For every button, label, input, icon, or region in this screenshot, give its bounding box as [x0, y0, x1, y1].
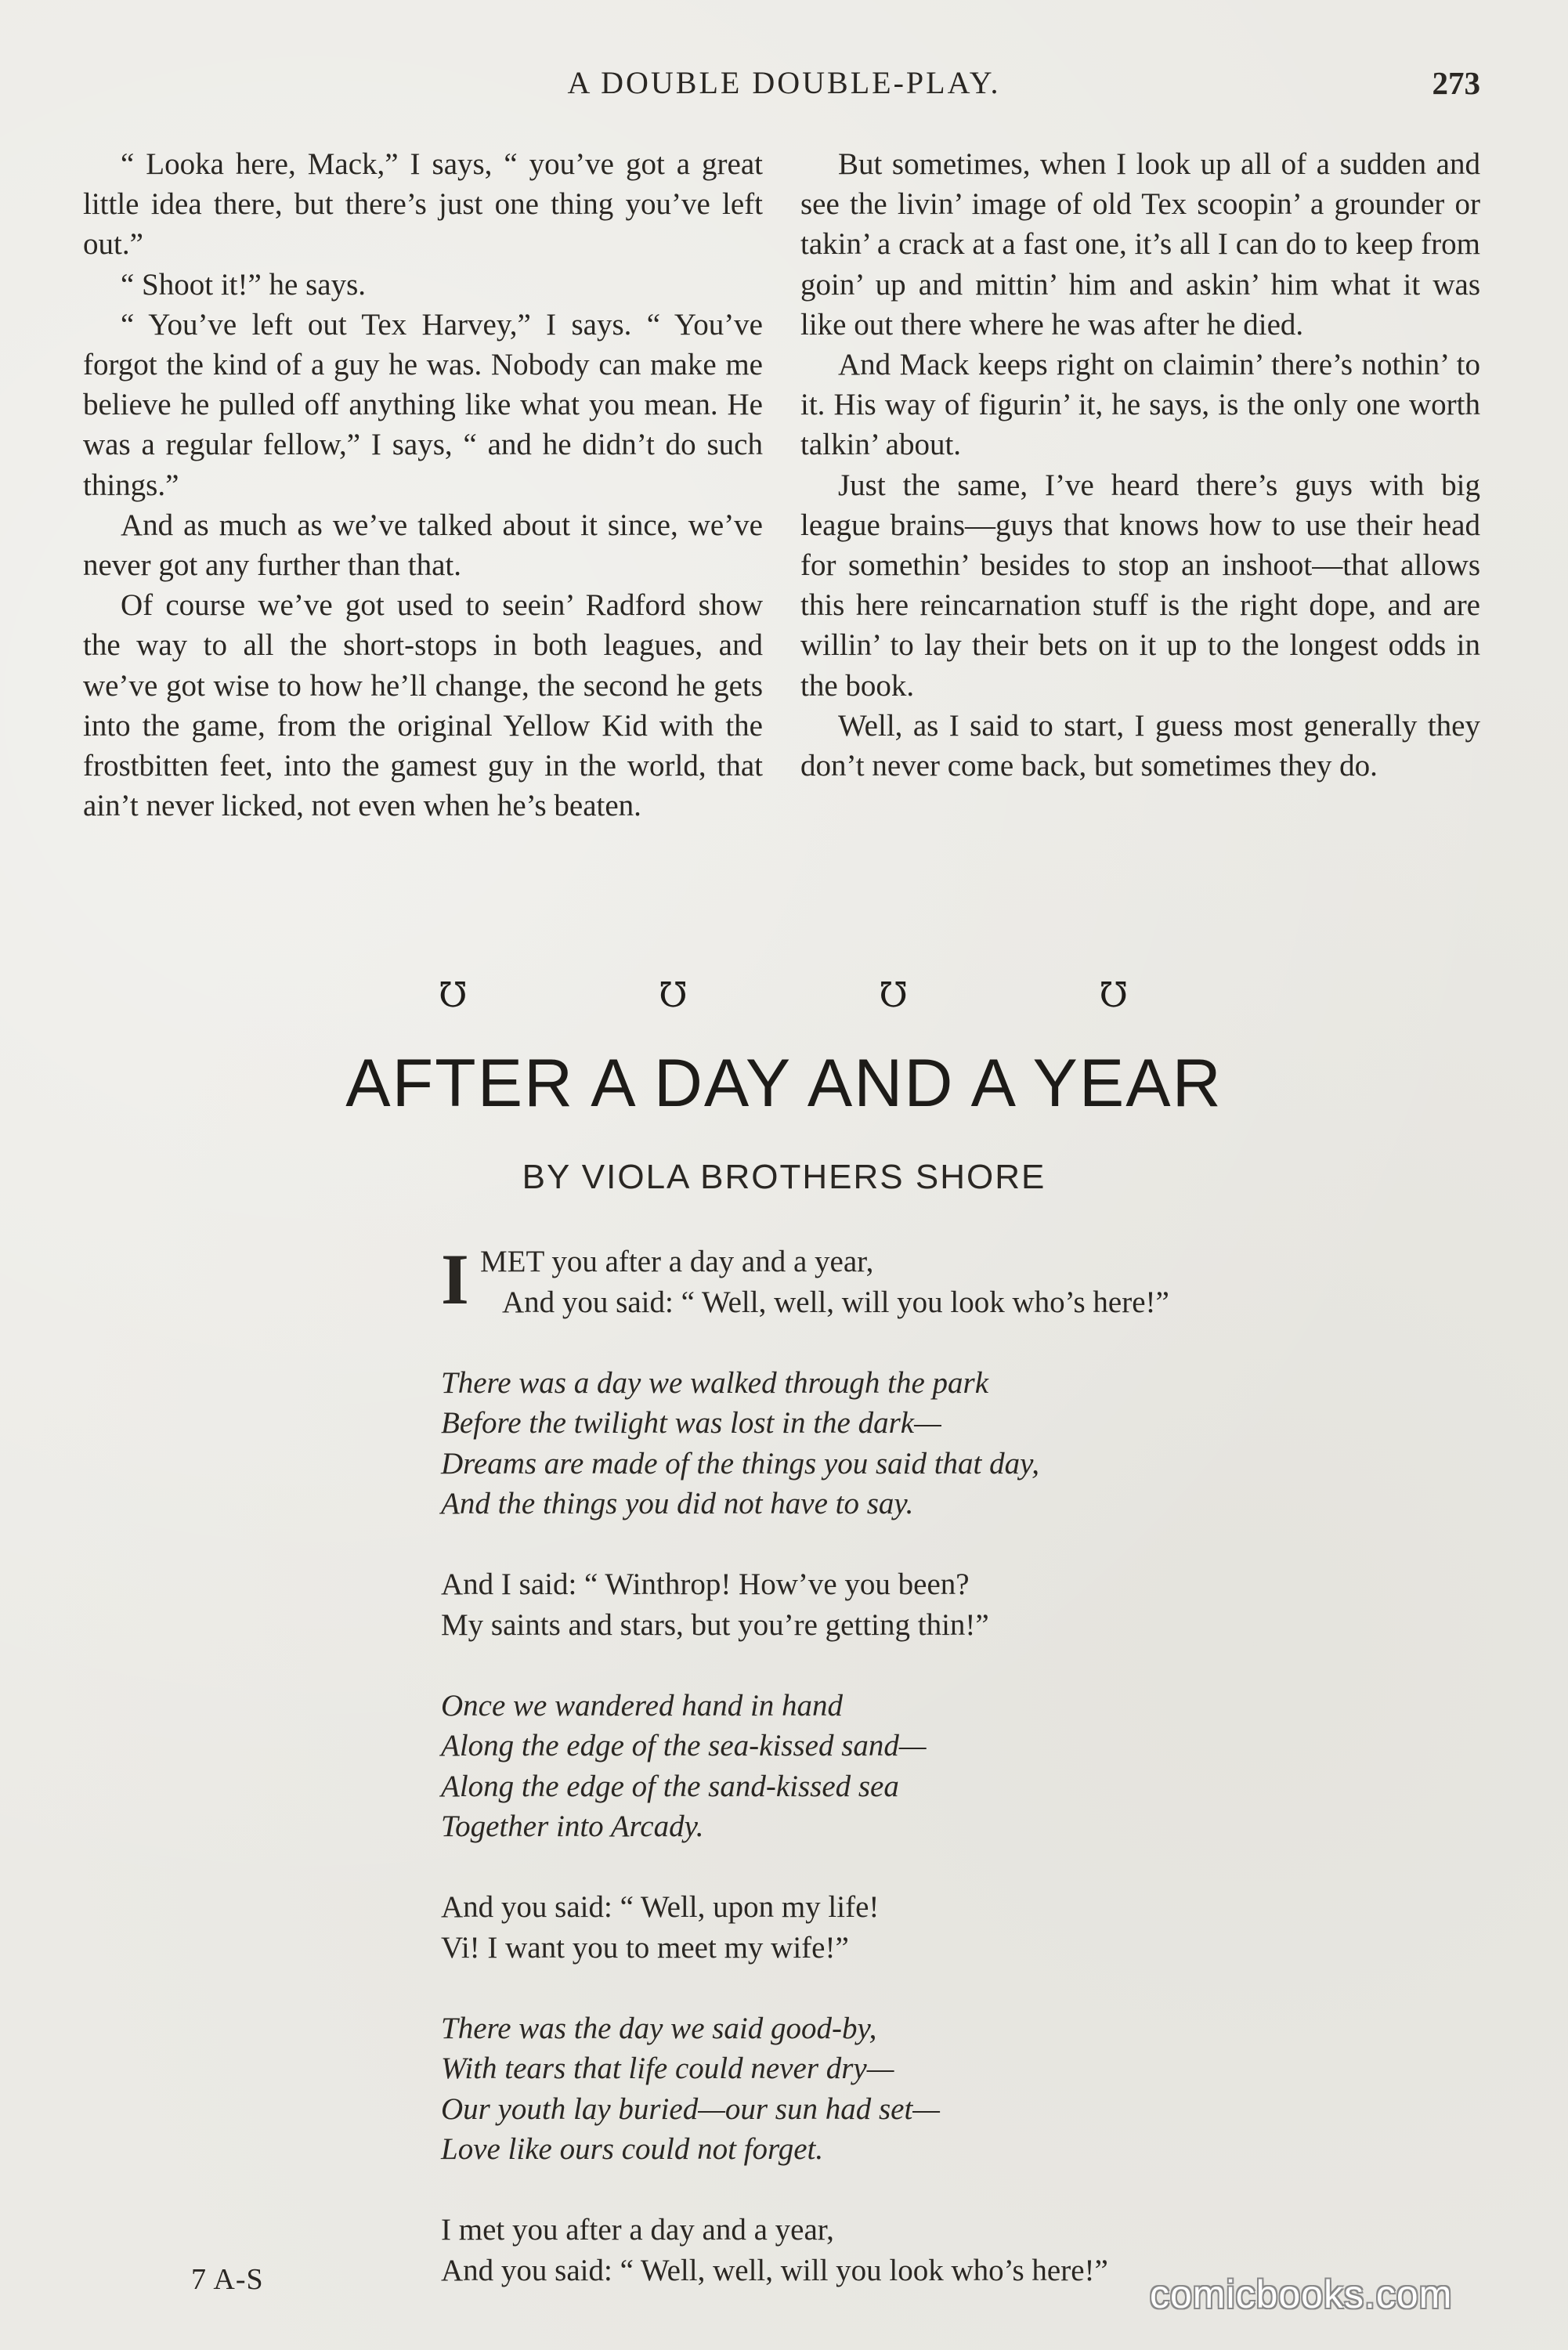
running-head: A DOUBLE DOUBLE-PLAY.	[567, 65, 1001, 100]
poem-title: AFTER A DAY AND A YEAR	[345, 1046, 1223, 1121]
ornament-icon: ℧	[879, 976, 908, 1014]
poem-line: Once we wandered hand in hand	[441, 1688, 844, 1723]
signature-mark: 7 A-S	[191, 2263, 264, 2296]
poem-line: And the things you did not have to say.	[441, 1487, 914, 1520]
poem-line: Along the edge of the sea-kissed sand—	[441, 1729, 927, 1762]
poem-line: There was a day we walked through the park	[441, 1365, 989, 1400]
watermark: comicbooks.com	[1150, 2272, 1453, 2316]
left-column	[83, 144, 763, 826]
poem-line: Before the twilight was lost in the dark—	[441, 1406, 941, 1440]
poem-line: Vi! I want you to meet my wife!”	[441, 1930, 849, 1965]
ornament-icon: ℧	[1099, 976, 1128, 1014]
paragraph: Well, as I said to start, I guess most generally they don’t never come back, but sometimes they do.	[800, 708, 1480, 783]
poem-line: I met you after a day and a year,	[441, 2213, 834, 2247]
poem-line: With tears that life could never dry—	[441, 2052, 894, 2085]
ornament-icon: ℧	[439, 976, 468, 1014]
right-column	[800, 144, 1480, 786]
poem-line: Along the edge of the sand-kissed sea	[441, 1769, 899, 1803]
paragraph: And as much as we’ve talked about it since, we’ve never got any further than that.	[83, 508, 763, 583]
poem-line: And I said: “ Winthrop! How’ve you been?	[441, 1567, 970, 1601]
poem-line: Dreams are made of the things you said that day,	[441, 1446, 1040, 1480]
stanza	[441, 1564, 1381, 1645]
paragraph: Just the same, I’ve heard there’s guys with big league brains—guys that knows how to use their head for somethin’ besides to stop an inshoot—that allows this here reincarnation stuff is the right dope, and are willin’ to lay their bets on it up to the longest odds in the book.	[800, 468, 1480, 703]
poem-line: Together into Arcady.	[441, 1810, 704, 1843]
ornament-icon: ℧	[659, 976, 688, 1014]
poem-line: And you said: “ Well, upon my life!	[441, 1890, 880, 1924]
poem-line: Love like ours could not forget.	[441, 2132, 824, 2166]
paragraph: “ Shoot it!” he says.	[121, 267, 367, 302]
paragraph: Of course we’ve got used to seein’ Radford show the way to all the short-stops in both leagues, and we’ve got wise to how he’ll change, the second he gets into the game, from the original Yellow Kid with the frostbitten feet, into the gamest guy in the world, that ain’t never licked, not even when he’s beaten.	[83, 588, 763, 823]
poem-byline: BY VIOLA BROTHERS SHORE	[522, 1158, 1046, 1196]
poem-line: Our youth lay buried—our sun had set—	[441, 2092, 940, 2126]
section-ornaments	[439, 975, 1128, 1015]
stanza	[441, 1686, 1381, 1847]
poem-line: MET you after a day and a year,	[480, 1245, 874, 1278]
paragraph: “ You’ve left out Tex Harvey,” I says. “ You’ve forgot the kind of a guy he was. Nobody can make me believe he pulled off anything like what you mean. He was a regular fellow,” I says, “ and he didn’t do such things.”	[83, 307, 763, 502]
poem-body	[441, 1239, 1381, 2331]
stanza	[441, 2008, 1381, 2170]
paragraph: But sometimes, when I look up all of a sudden and see the livin’ image of old Tex scoopin’ a grounder or takin’ a crack at a fast one, it’s all I can do to keep from goin’ up and mittin’ him and askin’ him what it was like out there where he was after he died.	[800, 147, 1480, 342]
drop-cap: I	[441, 1239, 469, 1319]
page-number: 273	[1432, 65, 1480, 101]
paragraph: And Mack keeps right on claimin’ there’s nothin’ to it. His way of figurin’ it, he says, is the only one worth talkin’ about.	[800, 348, 1480, 462]
poem-line: And you said: “ Well, well, will you look who’s here!”	[502, 1285, 1169, 1319]
stanza	[441, 1887, 1381, 1968]
stanza	[441, 1239, 1381, 1322]
paragraph: “ Looka here, Mack,” I says, “ you’ve got a great little idea there, but there’s just one thing you’ve left out.”	[83, 147, 763, 262]
poem-line: My saints and stars, but you’re getting thin!”	[441, 1607, 989, 1642]
poem-line: There was the day we said good-by,	[441, 2011, 877, 2045]
stanza	[441, 1363, 1381, 1524]
poem-line: And you said: “ Well, well, will you look who’s here!”	[441, 2253, 1108, 2287]
